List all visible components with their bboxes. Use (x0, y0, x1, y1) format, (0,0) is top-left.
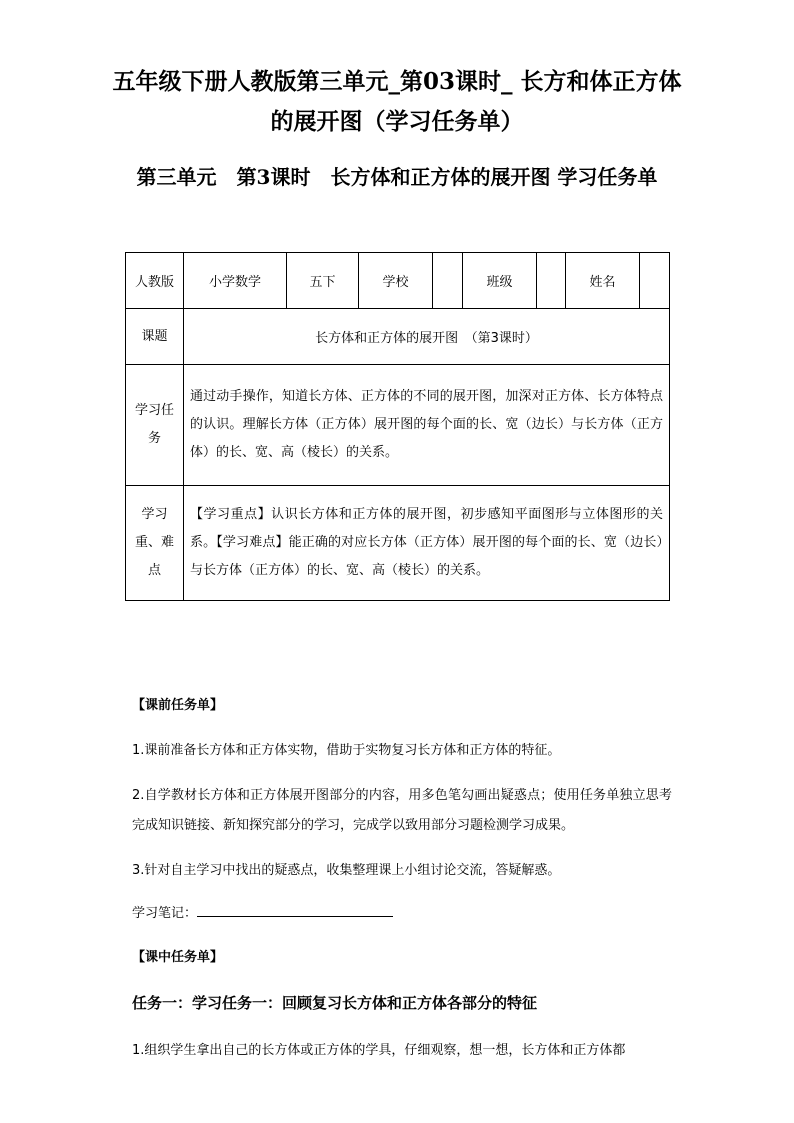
pre-class-item-3: 3.针对自主学习中找出的疑惑点，收集整理课上小组讨论交流，答疑解惑。 (132, 863, 561, 878)
topic-value: 长方体和正方体的展开图 （第3课时） (184, 309, 670, 365)
topic-row (126, 309, 670, 365)
info-table (125, 252, 670, 601)
cell-name-value[interactable] (640, 253, 670, 309)
pre-class-heading: 【课前任务单】 (132, 698, 224, 713)
focus-text: 【学习重点】认识长方体和正方体的展开图，初步感知平面图形与立体图形的关系。【学习难点】能正确的对应长方体（正方体）展开图的每个面的长、宽（边长）与长方体（正方体）的长、宽、高（棱长）的关系。 (184, 486, 670, 601)
cell-publisher: 人教版 (126, 253, 184, 309)
task1-title: 任务一：学习任务一：回顾复习长方体和正方体各部分的特征 (132, 994, 538, 1012)
focus-row (126, 486, 670, 601)
cell-class-value[interactable] (537, 253, 566, 309)
in-class-heading: 【课中任务单】 (132, 950, 224, 965)
cell-name-label: 姓名 (566, 253, 640, 309)
cell-subject: 小学数学 (184, 253, 287, 309)
task-text: 通过动手操作，知道长方体、正方体的不同的展开图，加深对正方体、长方体特点的认识。理解长方体（正方体）展开图的每个面的长、宽（边长）与长方体（正方体）的长、宽、高（棱长）的关系。 (184, 365, 670, 486)
study-notes-label: 学习笔记： (132, 906, 198, 921)
document-subtitle: 第三单元 第3课时 长方体和正方体的展开图 学习任务单 (136, 165, 658, 189)
task-row (126, 365, 670, 486)
document-title: 五年级下册人教版第三单元_第03课时_ 长方和体正方体的展开图（学习任务单） (112, 68, 682, 135)
focus-label: 学习重、难点 (126, 486, 184, 601)
info-header-row (126, 253, 670, 309)
task1-item-1: 1.组织学生拿出自己的长方体或正方体的学具，仔细观察，想一想，长方体和正方体都 (132, 1043, 626, 1058)
task-label: 学习任务 (126, 365, 184, 486)
pre-class-item-2: 2.自学教材长方体和正方体展开图部分的内容，用多色笔勾画出疑惑点；使用任务单独立思考完成知识链接、新知探究部分的学习，完成学以致用部分习题检测学习成果。 (132, 788, 672, 833)
cell-school-label: 学校 (359, 253, 433, 309)
cell-school-value[interactable] (433, 253, 463, 309)
study-notes-line[interactable] (197, 902, 393, 917)
study-notes (132, 899, 672, 929)
topic-label: 课题 (126, 309, 184, 365)
cell-class-label: 班级 (463, 253, 537, 309)
pre-class-item-1: 1.课前准备长方体和正方体实物，借助于实物复习长方体和正方体的特征。 (132, 743, 561, 758)
cell-grade: 五下 (287, 253, 359, 309)
